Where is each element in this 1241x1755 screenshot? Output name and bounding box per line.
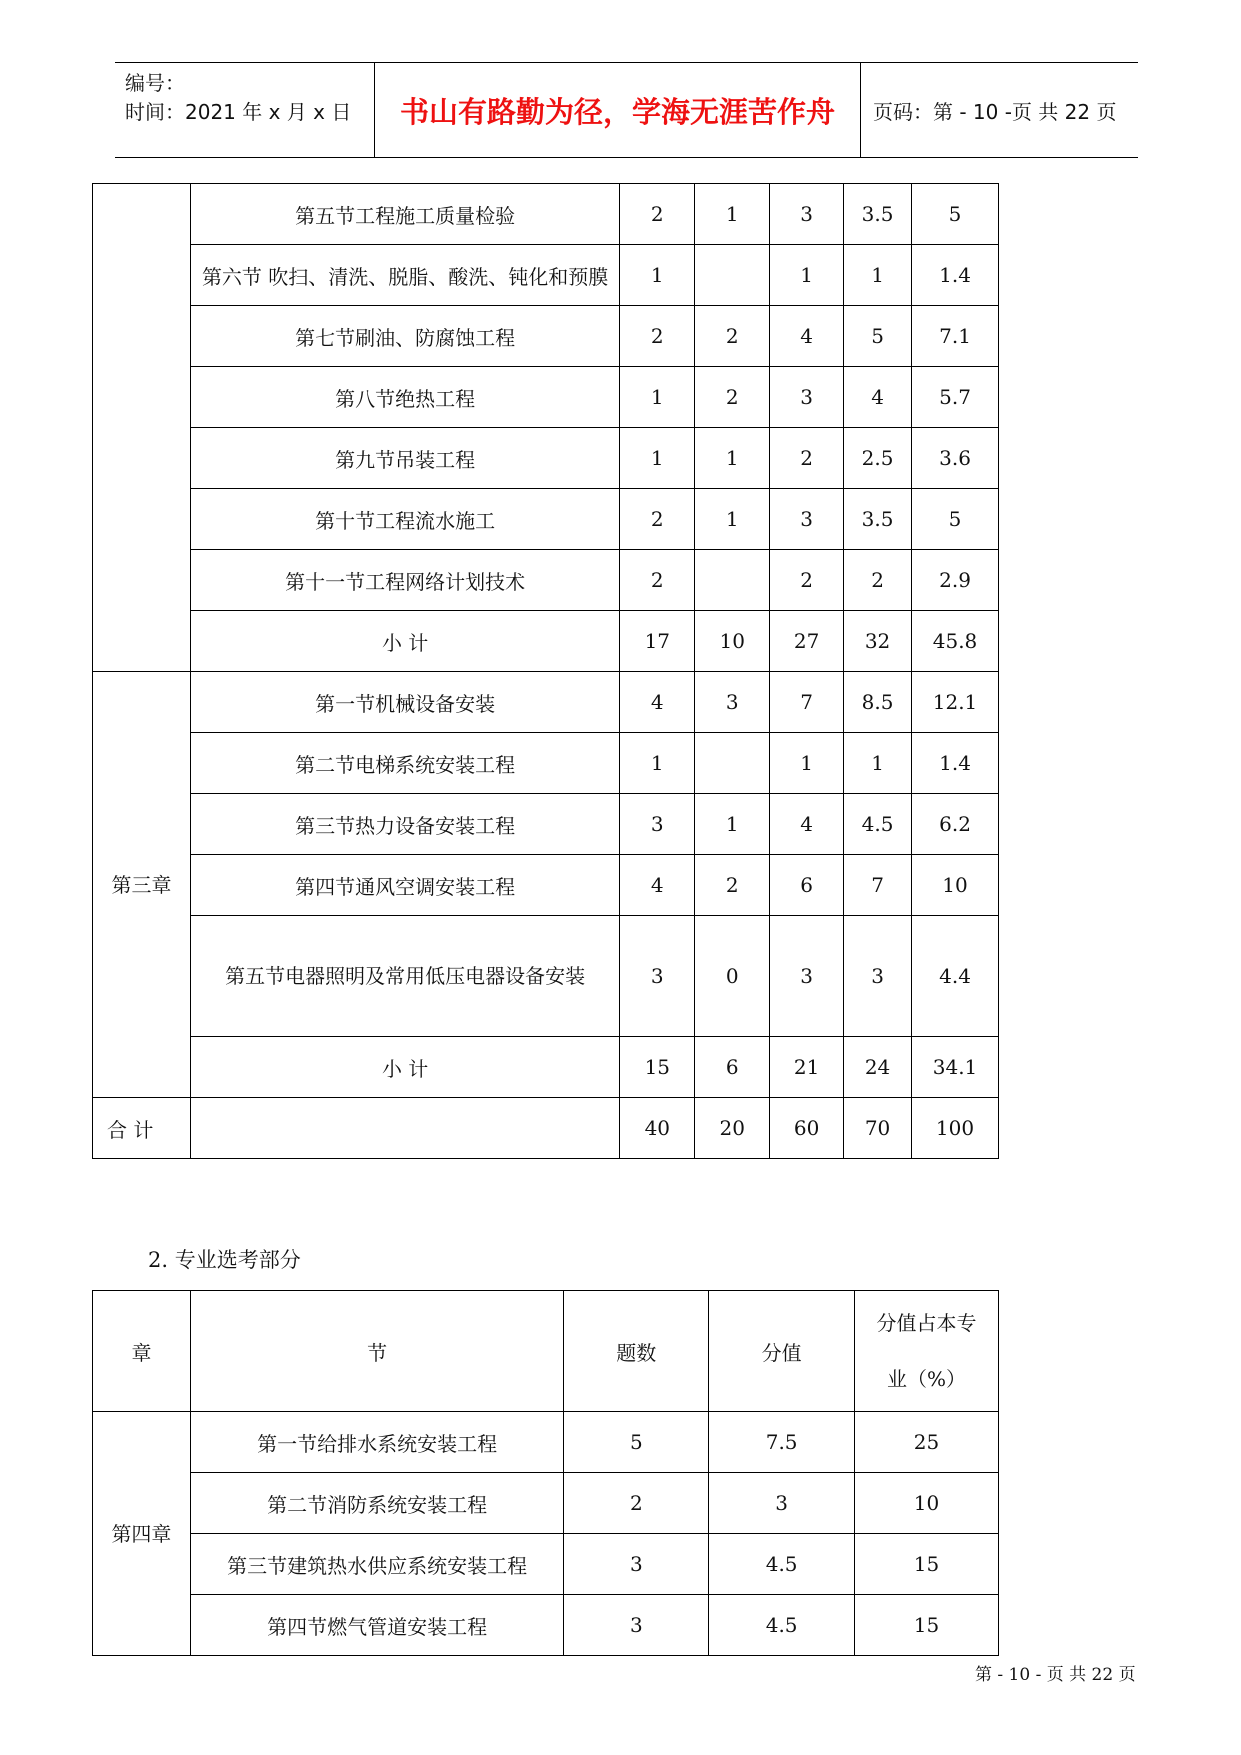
value-cell: 2 — [770, 550, 844, 611]
section-cell: 第二节消防系统安装工程 — [190, 1473, 564, 1534]
table-row — [93, 1412, 999, 1473]
value-cell: 34.1 — [912, 1037, 999, 1098]
section-cell: 第二节电梯系统安装工程 — [190, 733, 619, 794]
value-cell: 1 — [620, 428, 695, 489]
count-cell: 5 — [564, 1412, 709, 1473]
value-cell: 40 — [620, 1098, 695, 1159]
value-cell: 3 — [770, 367, 844, 428]
value-cell: 2.9 — [912, 550, 999, 611]
table-row — [93, 306, 999, 367]
table-row — [93, 428, 999, 489]
score-table — [92, 183, 999, 1159]
value-cell: 3 — [844, 916, 912, 1037]
section-cell: 第十一节工程网络计划技术 — [190, 550, 619, 611]
value-cell — [695, 245, 770, 306]
score-cell: 3 — [709, 1473, 855, 1534]
value-cell: 1 — [695, 794, 770, 855]
table-row — [93, 184, 999, 245]
table-row — [93, 1473, 999, 1534]
value-cell: 3 — [620, 916, 695, 1037]
table-row — [93, 672, 999, 733]
page-header — [115, 62, 1138, 158]
header-cell: 节 — [190, 1291, 564, 1412]
table-row — [93, 916, 999, 1037]
count-cell: 3 — [564, 1534, 709, 1595]
value-cell: 2 — [620, 489, 695, 550]
value-cell: 1 — [695, 489, 770, 550]
value-cell: 3 — [770, 184, 844, 245]
value-cell: 1 — [620, 367, 695, 428]
header-cell: 分值占本专业（%） — [855, 1291, 999, 1412]
score-cell: 4.5 — [709, 1595, 855, 1656]
value-cell: 6 — [695, 1037, 770, 1098]
value-cell: 15 — [620, 1037, 695, 1098]
page-label: 页码：第 - 10 -页 共 22 页 — [873, 99, 1117, 124]
motto: 书山有路勤为径，学海无涯苦作舟 — [375, 63, 861, 157]
value-cell: 1 — [844, 245, 912, 306]
value-cell: 27 — [770, 611, 844, 672]
section-cell: 第五节电器照明及常用低压电器设备安装 — [190, 916, 619, 1037]
value-cell: 0 — [695, 916, 770, 1037]
value-cell: 7 — [770, 672, 844, 733]
pct-cell: 25 — [855, 1412, 999, 1473]
chapter-cell: 第三章 — [93, 672, 191, 1098]
value-cell: 2 — [620, 306, 695, 367]
value-cell: 1 — [770, 733, 844, 794]
value-cell: 1 — [844, 733, 912, 794]
value-cell: 3.5 — [844, 489, 912, 550]
value-cell: 2 — [844, 550, 912, 611]
page-footer: 第 - 10 - 页 共 22 页 — [975, 1665, 1136, 1685]
value-cell — [695, 733, 770, 794]
value-cell: 4 — [770, 794, 844, 855]
value-cell: 4 — [844, 367, 912, 428]
value-cell: 5 — [844, 306, 912, 367]
value-cell: 2 — [770, 428, 844, 489]
table-row — [93, 245, 999, 306]
empty-cell — [190, 1098, 619, 1159]
value-cell: 5 — [912, 184, 999, 245]
header-meta — [115, 63, 375, 157]
value-cell — [695, 550, 770, 611]
section-cell: 第四节通风空调安装工程 — [190, 855, 619, 916]
value-cell: 3.5 — [844, 184, 912, 245]
value-cell: 20 — [695, 1098, 770, 1159]
elective-table — [92, 1290, 999, 1656]
header-cell: 分值 — [709, 1291, 855, 1412]
subtotal-row — [93, 611, 999, 672]
value-cell: 7.1 — [912, 306, 999, 367]
subtotal-label: 小 计 — [190, 611, 619, 672]
chapter-cell — [93, 184, 191, 672]
value-cell: 4 — [620, 672, 695, 733]
header-row — [93, 1291, 999, 1412]
value-cell: 3.6 — [912, 428, 999, 489]
section-cell: 第五节工程施工质量检验 — [190, 184, 619, 245]
value-cell: 1 — [620, 245, 695, 306]
section-cell: 第三节建筑热水供应系统安装工程 — [190, 1534, 564, 1595]
value-cell: 2 — [695, 855, 770, 916]
value-cell: 4.5 — [844, 794, 912, 855]
section-cell: 第四节燃气管道安装工程 — [190, 1595, 564, 1656]
table-row — [93, 855, 999, 916]
value-cell: 60 — [770, 1098, 844, 1159]
value-cell: 1 — [695, 428, 770, 489]
value-cell: 12.1 — [912, 672, 999, 733]
value-cell: 1 — [620, 733, 695, 794]
value-cell: 1.4 — [912, 245, 999, 306]
value-cell: 17 — [620, 611, 695, 672]
value-cell: 2 — [695, 306, 770, 367]
value-cell: 1 — [770, 245, 844, 306]
table-row — [93, 794, 999, 855]
pct-cell: 10 — [855, 1473, 999, 1534]
value-cell: 10 — [695, 611, 770, 672]
value-cell: 1 — [695, 184, 770, 245]
value-cell: 32 — [844, 611, 912, 672]
table-row — [93, 1595, 999, 1656]
value-cell: 3 — [770, 916, 844, 1037]
value-cell: 8.5 — [844, 672, 912, 733]
section-cell: 第九节吊装工程 — [190, 428, 619, 489]
section-cell: 第八节绝热工程 — [190, 367, 619, 428]
value-cell: 2 — [695, 367, 770, 428]
value-cell: 100 — [912, 1098, 999, 1159]
table-row — [93, 733, 999, 794]
value-cell: 10 — [912, 855, 999, 916]
value-cell: 2 — [620, 184, 695, 245]
pct-cell: 15 — [855, 1595, 999, 1656]
table-row — [93, 489, 999, 550]
score-cell: 7.5 — [709, 1412, 855, 1473]
value-cell: 4.4 — [912, 916, 999, 1037]
pct-cell: 15 — [855, 1534, 999, 1595]
value-cell: 4 — [620, 855, 695, 916]
value-cell: 6.2 — [912, 794, 999, 855]
number-label: 编号： — [125, 71, 185, 95]
value-cell: 4 — [770, 306, 844, 367]
header-cell: 章 — [93, 1291, 191, 1412]
total-row — [93, 1098, 999, 1159]
count-cell: 3 — [564, 1595, 709, 1656]
table-row — [93, 550, 999, 611]
section-cell: 第七节刷油、防腐蚀工程 — [190, 306, 619, 367]
value-cell: 3 — [770, 489, 844, 550]
score-cell: 4.5 — [709, 1534, 855, 1595]
table-row — [93, 1534, 999, 1595]
value-cell: 2.5 — [844, 428, 912, 489]
value-cell: 1.4 — [912, 733, 999, 794]
section2-title: 2. 专业选考部分 — [148, 1248, 301, 1272]
value-cell: 7 — [844, 855, 912, 916]
subtotal-label: 小 计 — [190, 1037, 619, 1098]
header-cell: 题数 — [564, 1291, 709, 1412]
value-cell: 6 — [770, 855, 844, 916]
section-cell: 第六节 吹扫、清洗、脱脂、酸洗、钝化和预膜 — [190, 245, 619, 306]
subtotal-row — [93, 1037, 999, 1098]
value-cell: 70 — [844, 1098, 912, 1159]
chapter-cell: 第四章 — [93, 1412, 191, 1656]
section-cell: 第一节给排水系统安装工程 — [190, 1412, 564, 1473]
count-cell: 2 — [564, 1473, 709, 1534]
value-cell: 45.8 — [912, 611, 999, 672]
value-cell: 21 — [770, 1037, 844, 1098]
value-cell: 5.7 — [912, 367, 999, 428]
value-cell: 3 — [620, 794, 695, 855]
total-label: 合 计 — [93, 1098, 191, 1159]
section-cell: 第十节工程流水施工 — [190, 489, 619, 550]
value-cell: 5 — [912, 489, 999, 550]
section-cell: 第一节机械设备安装 — [190, 672, 619, 733]
time-label: 时间：2021 年 x 月 x 日 — [125, 100, 352, 124]
value-cell: 2 — [620, 550, 695, 611]
section-cell: 第三节热力设备安装工程 — [190, 794, 619, 855]
value-cell: 3 — [695, 672, 770, 733]
table-row — [93, 367, 999, 428]
value-cell: 24 — [844, 1037, 912, 1098]
